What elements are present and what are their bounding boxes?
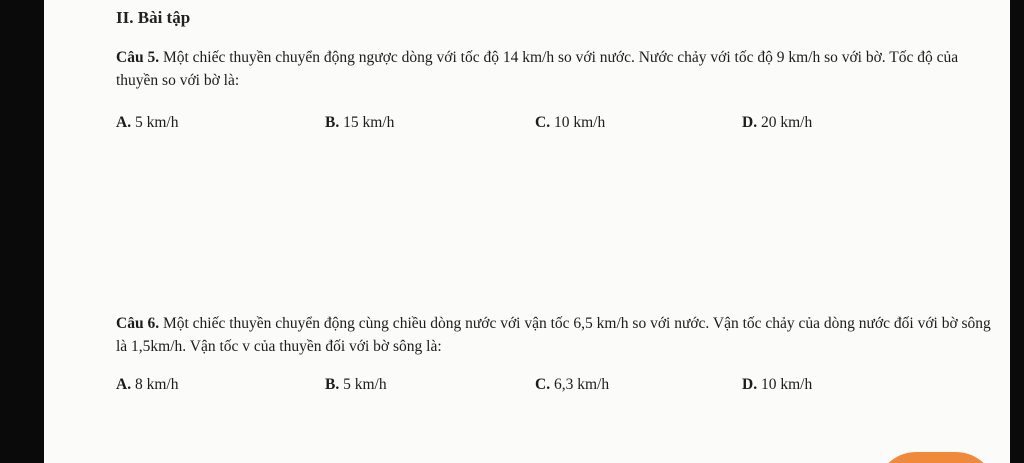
- question-number: Câu 5.: [116, 49, 160, 66]
- option-text: 5 km/h: [343, 376, 387, 393]
- section-title: II. Bài tập: [116, 8, 191, 27]
- question-6: [116, 312, 996, 358]
- orange-decorative-shape: [876, 452, 996, 463]
- option-a: [116, 376, 178, 394]
- question-text: Một chiếc thuyền chuyển động ngược dòng với tốc độ 14 km/h so với nước. Nước chảy với tốc độ 9 km/h so với bờ. Tốc độ của thuyền so với bờ là:: [116, 49, 959, 89]
- option-label: A.: [116, 114, 132, 131]
- option-label: B.: [325, 376, 340, 393]
- option-b: [325, 376, 387, 394]
- question-text: Một chiếc thuyền chuyển động cùng chiều dòng nước với vận tốc 6,5 km/h so với nước. Vận tốc chảy của dòng nước đối với bờ sông là 1,5km/h. Vận tốc v của thuyền đối với bờ sông là:: [116, 315, 991, 355]
- left-black-border: [0, 0, 44, 463]
- question-number: Câu 6.: [116, 315, 160, 332]
- option-label: D.: [742, 376, 758, 393]
- option-text: 6,3 km/h: [553, 376, 610, 393]
- option-d: [742, 114, 812, 132]
- option-label: D.: [742, 114, 758, 131]
- option-label: C.: [535, 114, 551, 131]
- option-text: 15 km/h: [343, 114, 395, 131]
- option-text: 20 km/h: [760, 114, 813, 131]
- option-label: A.: [116, 376, 132, 393]
- option-c: [535, 114, 605, 132]
- option-text: 8 km/h: [134, 376, 179, 393]
- option-a: [116, 114, 178, 132]
- question-6-options: [116, 376, 976, 400]
- option-label: B.: [325, 114, 340, 131]
- option-c: [535, 376, 609, 394]
- right-black-border: [1010, 0, 1024, 463]
- option-text: 10 km/h: [553, 114, 606, 131]
- question-5: [116, 46, 996, 92]
- option-text: 10 km/h: [760, 376, 813, 393]
- option-text: 5 km/h: [134, 114, 179, 131]
- option-b: [325, 114, 394, 132]
- option-d: [742, 376, 812, 394]
- document-page: [44, 0, 1010, 463]
- option-label: C.: [535, 376, 551, 393]
- question-5-options: [116, 114, 976, 138]
